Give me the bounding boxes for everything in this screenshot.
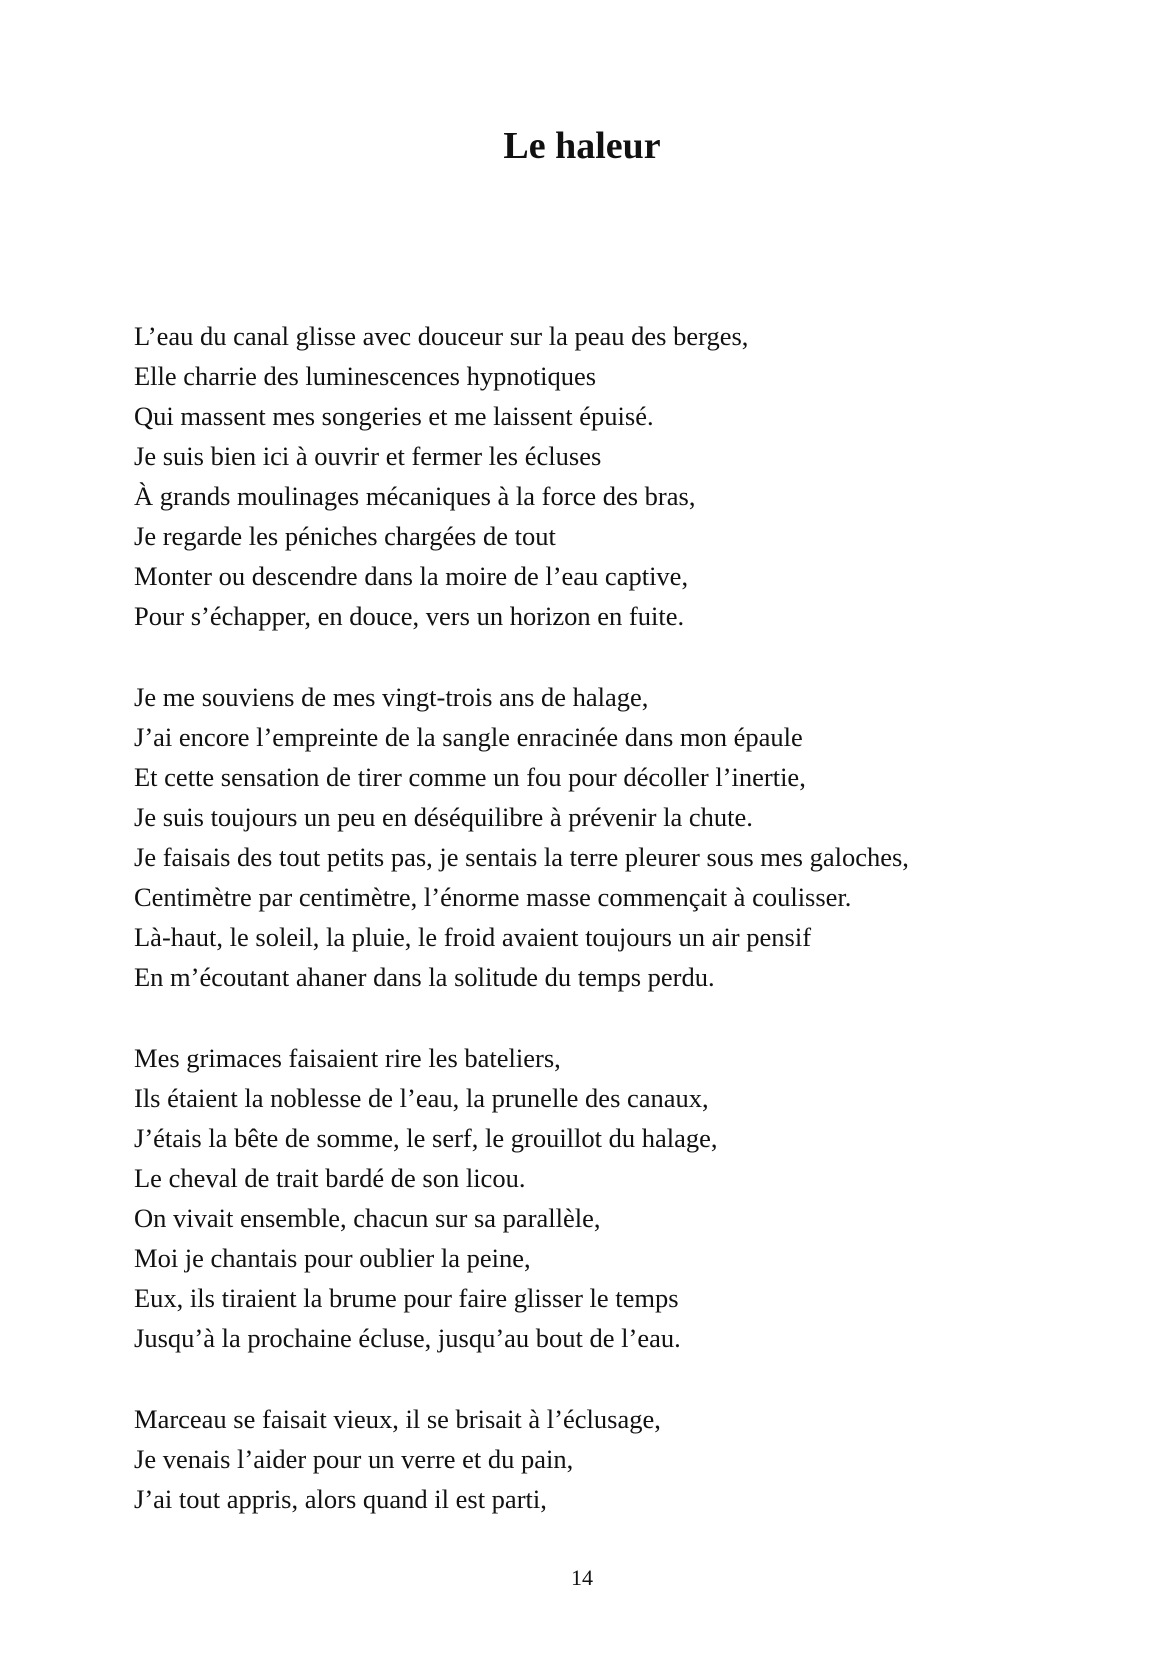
poem-line: Ils étaient la noblesse de l’eau, la prunelle des canaux, xyxy=(134,1083,709,1113)
stanza-3 xyxy=(134,1038,1114,1358)
poem-line: Je venais l’aider pour un verre et du pain, xyxy=(134,1444,574,1474)
stanza-1 xyxy=(134,316,1114,636)
poem-line: L’eau du canal glisse avec douceur sur la peau des berges, xyxy=(134,321,749,351)
poem-line: Je faisais des tout petits pas, je sentais la terre pleurer sous mes galoches, xyxy=(134,842,909,872)
poem-line: Je regarde les péniches chargées de tout xyxy=(134,521,556,551)
poem-line: Là-haut, le soleil, la pluie, le froid avaient toujours un air pensif xyxy=(134,922,812,952)
poem-line: J’étais la bête de somme, le serf, le grouillot du halage, xyxy=(134,1123,718,1153)
poem-line: Moi je chantais pour oublier la peine, xyxy=(134,1243,531,1273)
stanza-4 xyxy=(134,1399,1114,1519)
poem-line: Pour s’échapper, en douce, vers un horizon en fuite. xyxy=(134,601,685,631)
poem-line: Centimètre par centimètre, l’énorme masse commençait à coulisser. xyxy=(134,882,852,912)
poem-line: Marceau se faisait vieux, il se brisait à l’éclusage, xyxy=(134,1404,661,1434)
poem-line: Jusqu’à la prochaine écluse, jusqu’au bout de l’eau. xyxy=(134,1323,681,1353)
poem-line: En m’écoutant ahaner dans la solitude du temps perdu. xyxy=(134,962,715,992)
poem-line: Elle charrie des luminescences hypnotiques xyxy=(134,361,597,391)
poem-body xyxy=(134,316,1114,1560)
page-number: 14 xyxy=(571,1565,593,1590)
poem-line: Qui massent mes songeries et me laissent épuisé. xyxy=(134,401,654,431)
poem-line: Eux, ils tiraient la brume pour faire glisser le temps xyxy=(134,1283,679,1313)
poem-line: Je me souviens de mes vingt-trois ans de halage, xyxy=(134,682,649,712)
poem-line: Le cheval de trait bardé de son licou. xyxy=(134,1163,526,1193)
poem-line: Et cette sensation de tirer comme un fou pour décoller l’inertie, xyxy=(134,762,806,792)
poem-line: Monter ou descendre dans la moire de l’eau captive, xyxy=(134,561,689,591)
poem-line: J’ai encore l’empreinte de la sangle enracinée dans mon épaule xyxy=(134,722,803,752)
page-title: Le haleur xyxy=(503,125,661,167)
stanza-2 xyxy=(134,677,1114,997)
poem-line: Je suis toujours un peu en déséquilibre à prévenir la chute. xyxy=(134,802,753,832)
poem-line: Mes grimaces faisaient rire les bateliers, xyxy=(134,1043,561,1073)
poem-line: Je suis bien ici à ouvrir et fermer les écluses xyxy=(134,441,602,471)
poem-line: On vivait ensemble, chacun sur sa parallèle, xyxy=(134,1203,601,1233)
poem-line: À grands moulinages mécaniques à la force des bras, xyxy=(134,481,696,511)
poem-line: J’ai tout appris, alors quand il est parti, xyxy=(134,1484,547,1514)
